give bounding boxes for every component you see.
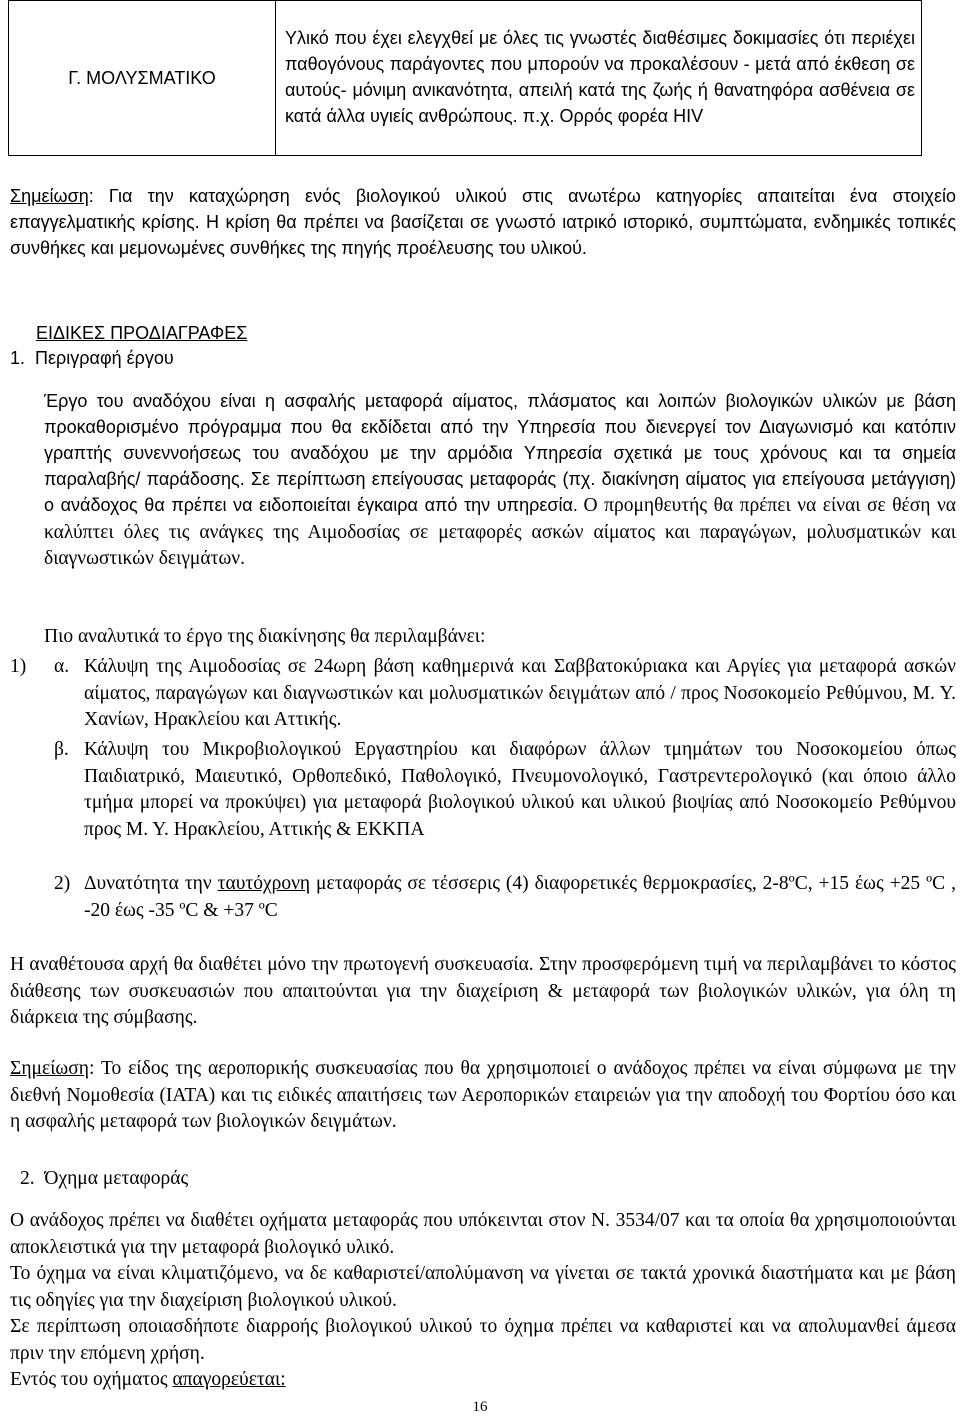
section-2-p3: Σε περίπτωση οποιασδήποτε διαρροής βιολογικού υλικού το όχημα πρέπει να καθαριστεί και να απολυμανθεί άμεσα πριν την επόμενη χρήση. bbox=[10, 1316, 956, 1364]
note-2 bbox=[10, 1056, 956, 1136]
section-1-title: Περιγραφή έργου bbox=[35, 348, 174, 368]
list-item-b-label: β. bbox=[54, 739, 69, 760]
packaging-paragraph: Η αναθέτουσα αρχή θα διαθέτει μόνο την πρωτογενή συσκευασία. Στην προσφερόμενη τιμή να περιλαμβάνει το κόστος διάθεσης των συσκευασιών που απαιτούνται για την διαχείριση & μεταφορά των βιολογικών υλικών, για όλη τη διάρκεια της σύμβασης. bbox=[10, 954, 956, 1028]
note-2-text: : Το είδος της αεροπορικής συσκευασίας που θα χρησιμοποιεί ο ανάδοχος πρέπει να είναι σύμφωνα με την διεθνή Νομοθεσία (ΙΑΤΑ) και τις ειδικές απαιτήσεις των Αεροπορικών εταιρειών για την αποδοχή του Φορτίου όσο και η ασφαλής μεταφορά των βιολογικών δειγμάτων. bbox=[10, 1058, 956, 1132]
section-2-heading bbox=[20, 1166, 188, 1193]
page-number: 16 bbox=[472, 1399, 488, 1415]
note-2-label: Σημείωση bbox=[10, 1058, 89, 1079]
section-2-p1: Ο ανάδοχος πρέπει να διαθέτει οχήματα μεταφοράς που υπόκεινται στον Ν. 3534/07 και τα οποία θα χρησιμοποιούνται αποκλειστικά για την μεταφορά βιολογικό υλικό. bbox=[10, 1210, 956, 1258]
list-item-1-number: 1) bbox=[10, 656, 27, 677]
section-2-number: 2. bbox=[20, 1168, 35, 1189]
note-1-label: Σημείωση bbox=[10, 186, 89, 206]
list-item-2-post: μεταφοράς σε τέσσερις (4) διαφορετικές θερμοκρασίες, 2-8ºC, +15 έως +25 ºC , -20 έως -35 ºC & +37 ºC bbox=[84, 873, 956, 921]
special-specs-heading: ΕΙΔΙΚΕΣ ΠΡΟΔΙΑΓΡΑΦΕΣ bbox=[36, 323, 248, 343]
section-1-para-serif: Ο προμηθευτής θα πρέπει να είναι σε θέση να καλύπτει όλες τις ανάγκες της Αιμοδοσίας σε μεταφορές ασκών αίματος και παραγώγων, μολυσματικών και διαγνωστικών δειγμάτων. bbox=[44, 495, 957, 569]
list-item-b-text: Κάλυψη του Μικροβιολογικού Εργαστηρίου και διαφόρων άλλων τμημάτων του Νοσοκομείου όπως Παιδιατρικό, Μαιευτικό, Ορθοπεδικό, Παθολογικό, Πνευμονολογικό, Γαστρεντερολογικό (και όποιο άλλο τμήμα μπορεί να προκύψει) για μεταφορά βιολογικού υλικού και υλικού βιοψίας από Νοσοκομείο Ρεθύμνου προς Μ. Υ. Ηρακλείου, Αττικής & ΕΚΚΠΑ bbox=[84, 739, 956, 840]
category-cell: Γ. ΜΟΛΥΣΜΑΤΙΚΟ bbox=[9, 1, 276, 156]
note-1-text: : Για την καταχώρηση ενός βιολογικού υλικού στις ανωτέρω κατηγορίες απαιτείται ένα στοιχείο επαγγελματικής κρίσης. Η κρίση θα πρέπει να βασίζεται σε γνωστό ιατρικό ιστορικό, συμπτώματα, ενδημικές τοπικές συνθήκες και μεμονωμένες συνθήκες της πηγής προέλευσης του υλικού. bbox=[10, 186, 956, 258]
section-1-para-sans: Έργο του αναδόχου είναι η ασφαλής μεταφορά αίματος, πλάσματος και λοιπών βιολογικών υλικών με βάση προκαθορισμένο πρόγραμμα που θα εκδίδεται από την Υπηρεσία που διενεργεί τον Διαγωνισμό και κατόπιν γραπτής συνεννοήσεως του αναδόχου με την αρμόδια Υπηρεσία σχετικά με τους χρόνους και τα σημεία παραλαβής/ παράδοσης. Σε περίπτωση επείγουσας μεταφοράς (πχ. διακίνηση αίματος για επείγουσα μετάγγιση) ο ανάδοχος θα πρέπει να ειδοποιείται έγκαιρα από την υπηρεσία. bbox=[44, 391, 956, 515]
section-1-number: 1. bbox=[10, 348, 26, 368]
list-item-2-number: 2) bbox=[54, 873, 71, 894]
category-table bbox=[8, 0, 922, 156]
section-2-p2: Το όχημα να είναι κλιματιζόμενο, να δε καθαριστεί/απολύμανση να γίνεται σε τακτά χρονικά διαστήματα και με βάση τις οδηγίες για την διαχείριση βιολογικού υλικού. bbox=[10, 1263, 956, 1311]
list-item-2-pre: Δυνατότητα την bbox=[84, 873, 218, 894]
section-2-p4-pre: Εντός του οχήματος bbox=[10, 1369, 173, 1390]
list-item-a-text: Κάλυψη της Αιμοδοσίας σε 24ωρη βάση καθημερινά και Σαββατοκύριακα και Αργίες για μεταφορά ασκών αίματος, παραγώγων και διαγνωστικών και μολυσματικών δειγμάτων από / προς Νοσοκομείο Ρεθύμνου, Μ. Υ. Χανίων, Ηρακλείου και Αττικής. bbox=[84, 656, 956, 730]
note-1 bbox=[10, 183, 956, 261]
category-description: Υλικό που έχει ελεγχθεί με όλες τις γνωστές διαθέσιμες δοκιμασίες ότι περιέχει παθογόνους παράγοντες που μπορούν να προκαλέσουν - μετά από έκθεση σε αυτούς- μόνιμη ανικανότητα, απειλή κατά της ζωής ή θανατηφόρα ασθένεια σε κατά άλλα υγιείς ανθρώπους. π.χ. Ορρός φορέα HIV bbox=[276, 1, 922, 156]
list-item-2-text bbox=[84, 871, 956, 924]
list-item-a-label: α. bbox=[54, 656, 70, 677]
section-1-intro: Πιο αναλυτικά το έργο της διακίνησης θα περιλαμβάνει: bbox=[44, 626, 486, 647]
list-item-2-underlined: ταυτόχρονη bbox=[217, 873, 311, 894]
section-2-p4-underlined: απαγορεύεται: bbox=[172, 1369, 286, 1390]
section-1-description bbox=[44, 388, 956, 573]
section-1-heading bbox=[10, 345, 174, 371]
section-2-title: Όχημα μεταφοράς bbox=[44, 1168, 189, 1189]
section-2-p4 bbox=[10, 1367, 956, 1394]
